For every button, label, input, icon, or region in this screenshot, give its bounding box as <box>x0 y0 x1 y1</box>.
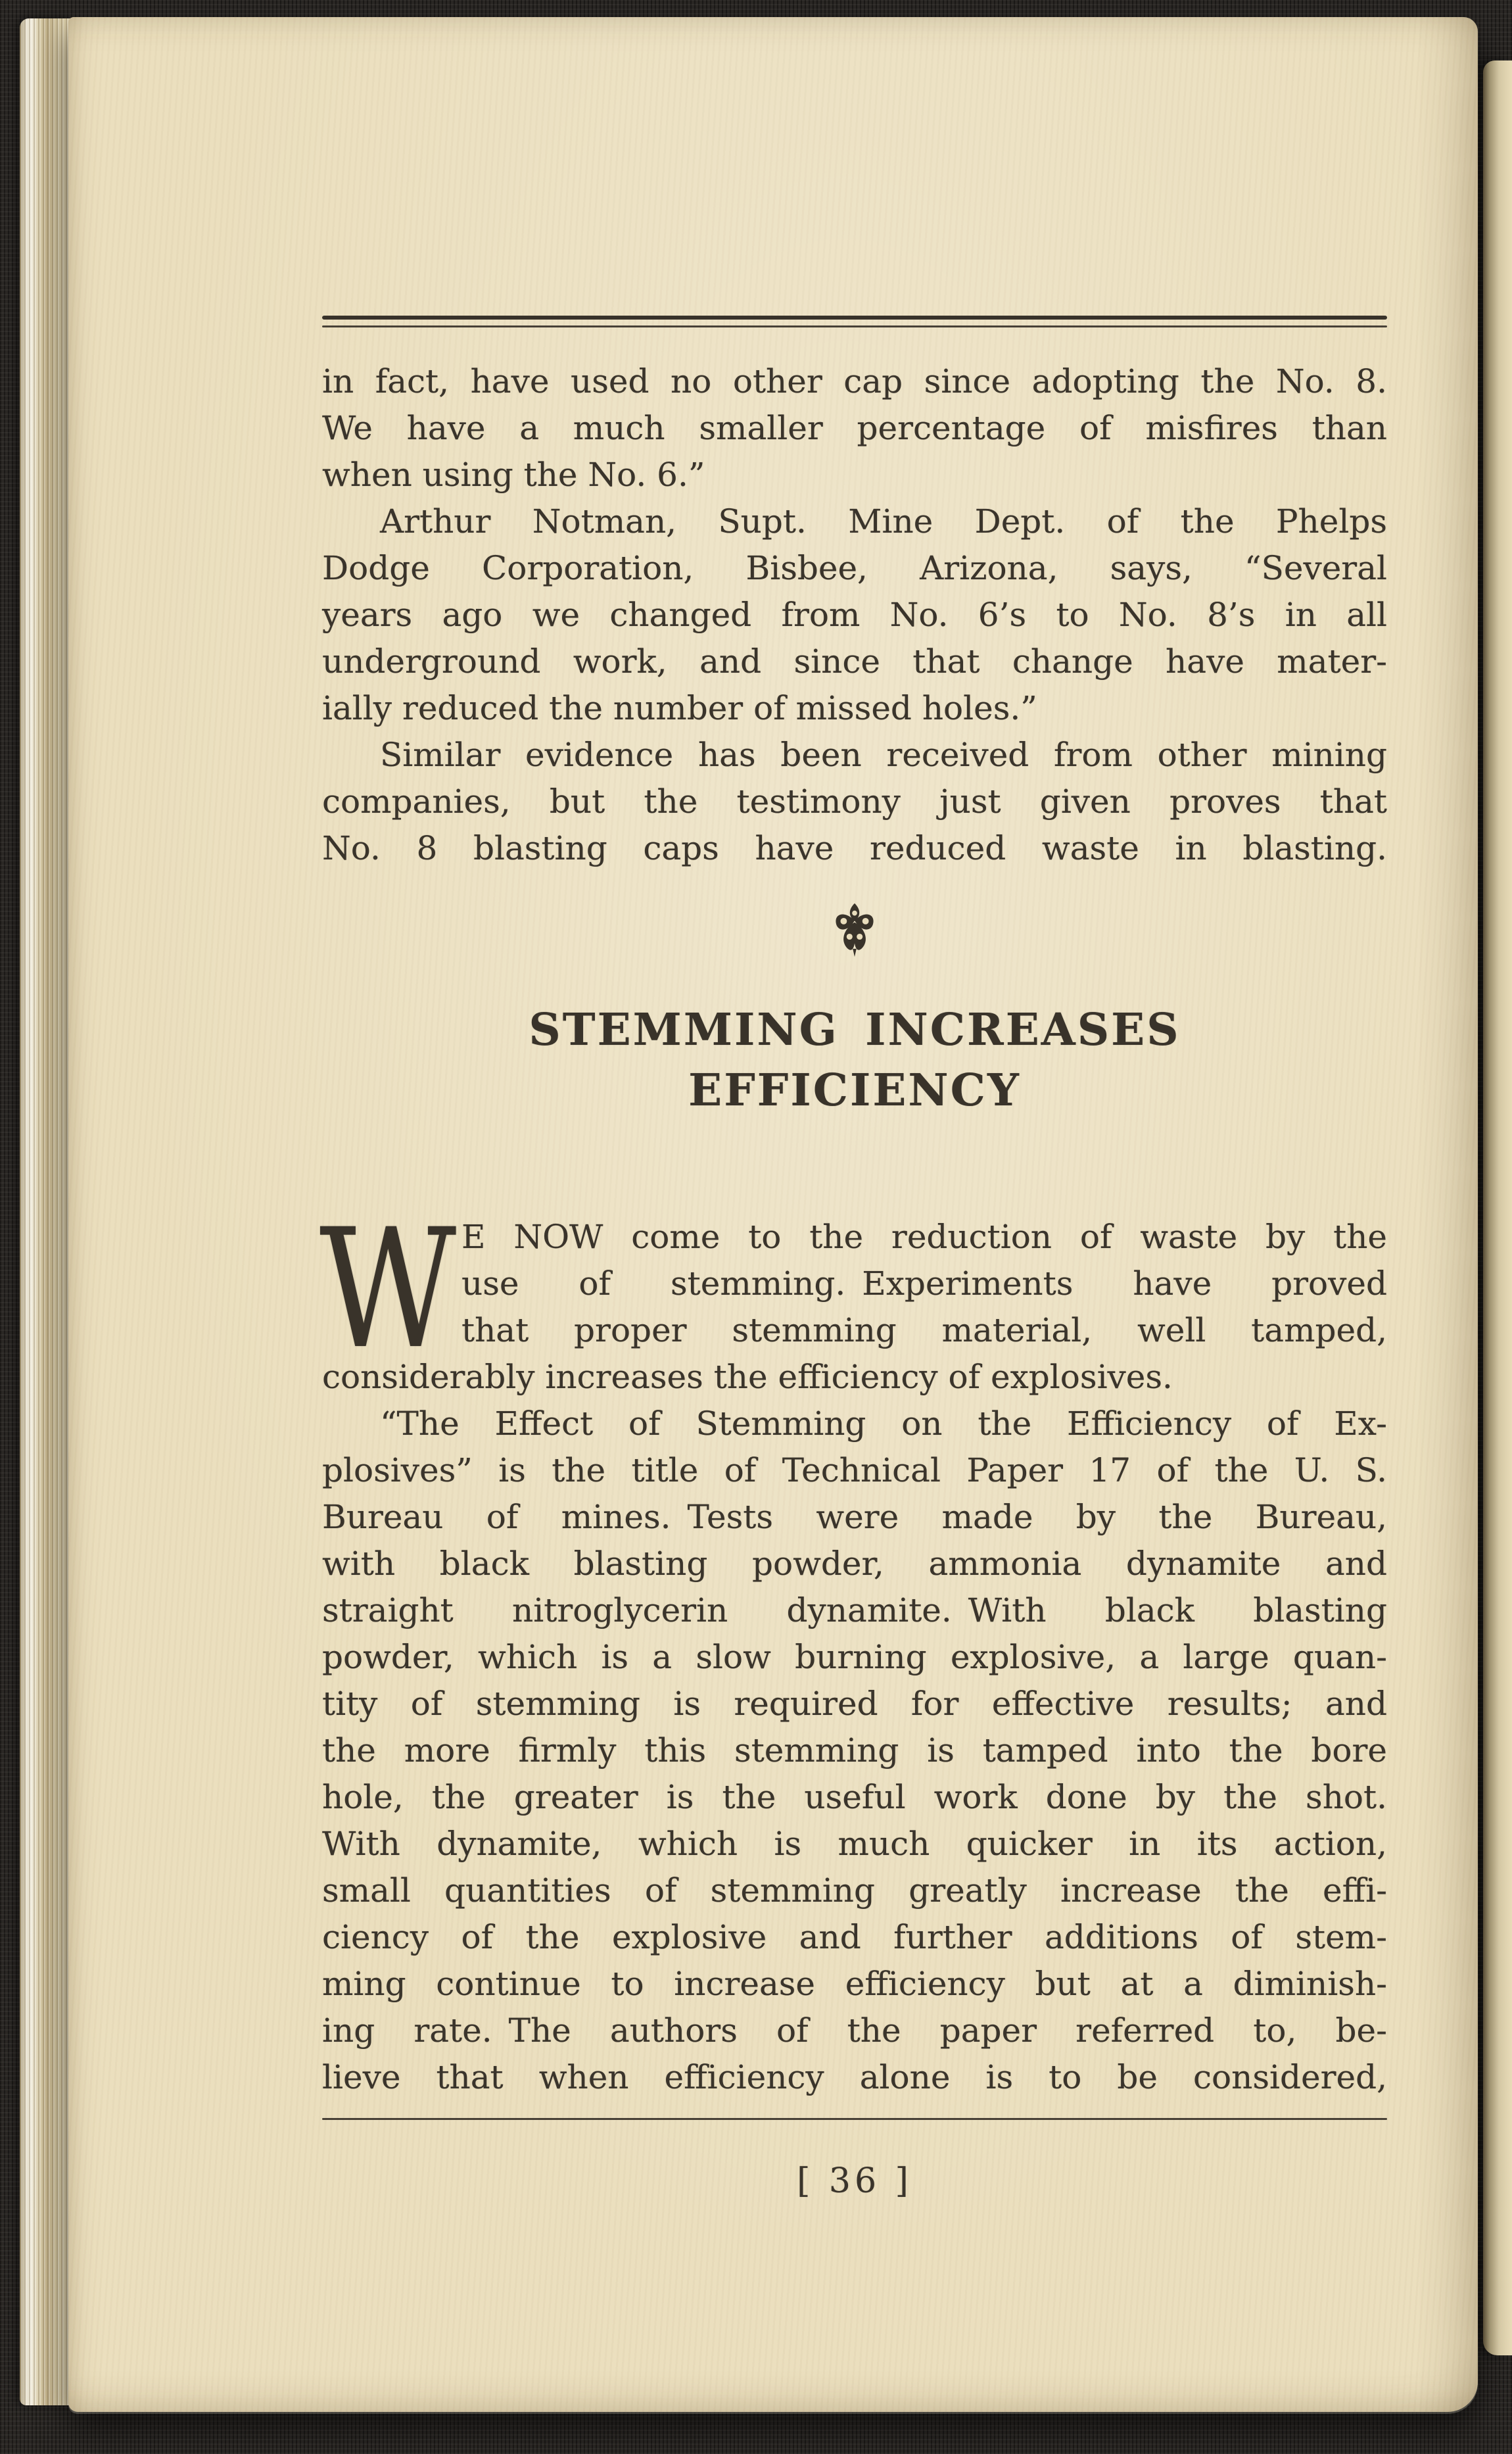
text-line: ing rate. The authors of the paper referred to, be- <box>322 2011 1387 2050</box>
fleuron-icon <box>322 902 1387 957</box>
text-line: ially reduced the number of missed holes.” <box>322 689 1037 727</box>
text-line: use of stemming. Experiments have proved <box>461 1264 1387 1303</box>
text-line: companies, but the testimony just given proves that <box>322 782 1387 821</box>
drop-cap-letter: W <box>319 1193 457 1385</box>
paragraph-notman-quote <box>322 498 1387 732</box>
paragraph-continued <box>322 358 1387 498</box>
text-line: straight nitroglycerin dynamite. With black blasting <box>322 1591 1387 1629</box>
rule-thin <box>322 325 1387 327</box>
text-line: With dynamite, which is much quicker in its action, <box>322 1825 1387 1863</box>
text-line: Arthur Notman, Supt. Mine Dept. of the Phelps <box>380 502 1387 541</box>
text-line: E NOW come to the reduction of waste by the <box>461 1218 1387 1256</box>
text-line: with black blasting powder, ammonia dynamite and <box>322 1545 1387 1583</box>
text-line: small quantities of stemming greatly increase the effi- <box>322 1871 1387 1910</box>
page-number: [ 36 ] <box>797 2161 912 2201</box>
text-line: We have a much smaller percentage of misfires than <box>322 409 1387 447</box>
rule-thick <box>322 316 1387 320</box>
next-page-edge <box>1483 60 1512 2355</box>
text-line: ciency of the explosive and further additions of stem- <box>322 1918 1387 1956</box>
text-line: plosives” is the title of Technical Paper 17 of the U. S. <box>322 1451 1387 1489</box>
text-line: the more firmly this stemming is tamped into the bore <box>322 1731 1387 1769</box>
paragraph-technical-paper <box>322 1401 1387 2101</box>
text-line: No. 8 blasting caps have reduced waste in blasting. <box>322 829 1387 867</box>
section-heading-line2: EFFICIENCY <box>688 1064 1021 1116</box>
text-line: Similar evidence has been received from other mining <box>380 736 1387 774</box>
book-page-edges <box>20 18 72 2405</box>
text-line: Dodge Corporation, Bisbee, Arizona, says, “Several <box>322 549 1387 587</box>
book-page <box>68 17 1478 2412</box>
top-double-rule <box>322 316 1387 327</box>
text-line: years ago we changed from No. 6’s to No. 8’s in all <box>322 596 1387 634</box>
text-line: lieve that when efficiency alone is to be considered, <box>322 2058 1387 2096</box>
text-line: powder, which is a slow burning explosive, a large quan- <box>322 1638 1387 1676</box>
text-line: tity of stemming is required for effective results; and <box>322 1685 1387 1723</box>
text-line: ming continue to increase efficiency but at a diminish- <box>322 1965 1387 2003</box>
section-heading <box>322 999 1387 1120</box>
text-line: that proper stemming material, well tamped, <box>461 1311 1387 1349</box>
text-line: when using the No. 6.” <box>322 456 705 494</box>
text-line: Bureau of mines. Tests were made by the Bureau, <box>322 1498 1387 1536</box>
text-line: underground work, and since that change have mater- <box>322 642 1387 681</box>
section-heading-line1: STEMMING INCREASES <box>529 1003 1181 1055</box>
text-line: in fact, have used no other cap since adopting the No. 8. <box>322 362 1387 400</box>
text-line: hole, the greater is the useful work done by the shot. <box>322 1778 1387 1816</box>
text-line: considerably increases the efficiency of explosives. <box>322 1358 1173 1396</box>
paragraph-dropcap <box>319 1193 1387 1401</box>
page-content <box>68 17 1478 2205</box>
paragraph-similar-evidence <box>322 732 1387 872</box>
text-line: “The Effect of Stemming on the Efficiency of Ex- <box>380 1405 1387 1443</box>
footer-rule <box>322 2118 1387 2120</box>
